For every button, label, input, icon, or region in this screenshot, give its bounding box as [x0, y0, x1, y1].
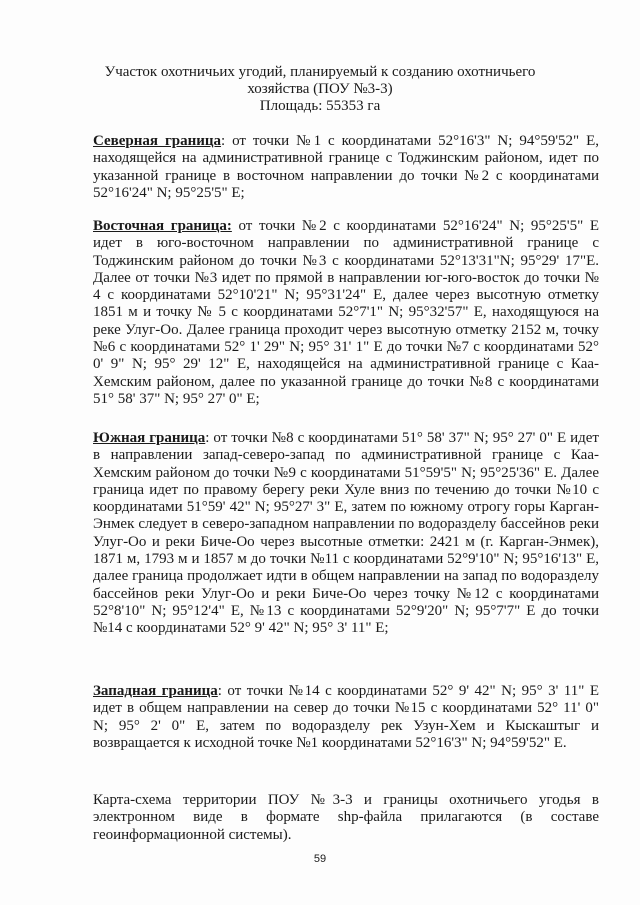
west-boundary-text: : от точки №14 с координатами 52° 9' 42" N; 95° 3' 11" E идет в общем направлении на север до точки №15 с координатами 52° 11' 0" N; 95° 2' 0" E, затем по водоразделу рек Узун-Хем и Кыскаштыг и возвращается к исходной точке №1 координатами 52°16'3" N; 94°59'52" E. [93, 683, 600, 751]
east-boundary-heading: Восточная граница: [93, 218, 232, 234]
title-line-2: хозяйства (ПОУ №3-3) [247, 81, 393, 97]
area-line: Площадь: 55353 га [259, 98, 381, 114]
title-line-1: Участок охотничьих угодий, планируемый к созданию охотничьего [104, 64, 536, 80]
west-boundary-heading: Западная граница [93, 683, 218, 699]
north-boundary-heading: Северная граница [93, 133, 222, 149]
west-boundary-section [93, 683, 599, 752]
east-boundary-text: от точки №2 с координатами 52°16'24" N; 95°25'5" E идет в юго-восточном направлении по административной границе с Тоджинским районом до точки №3 с координатами 52°13'31"N; 95°29' 17"E. Далее от точки №3 идет по прямой в направлении юг-юго-восток до точки № 4 с координатами 52°10'21" N; 95°31'24" E, далее через высотную отметку 1851 м и точку № 5 с координатами 52°7'1" N; 95°32'57" E, находящуюся на реке Улуг-Оо. Далее граница проходит через высотную отметку 2152 м, точку №6 с координатами 52° 1' 29" N; 95° 31' 1" E до точки №7 с координатами 52° 0' 9" N; 95° 29' 12" E, находящейся на административной границе с Каа-Хемским районом, далее по указанной границе до точки №8 с координатами 51° 58' 37" N; 95° 27' 0" E; [93, 218, 599, 407]
north-boundary-section [93, 133, 599, 202]
page-number: 59 [313, 853, 327, 865]
south-boundary-text: : от точки №8 с координатами 51° 58' 37" N; 95° 27' 0" E идет в направлении запад-северо-запад по административной границе с Каа-Хемским районом до точки №9 с координатами 51°59'5" N; 95°25'36" E. Далее граница идет по правому берегу реки Хуле вниз по течению до точки №10 с координатами 51°59' 42" N; 95°27' 3" E, затем по южному отрогу горы Карган-Энмек следует в северо-западном направлении по водоразделу бассейнов реки Улуг-Оо и реки Биче-Оо через высотные отметки: 2421 м (г. Карган-Энмек), 1871 м, 1793 м и 1857 м до точки №11 с координатами 52°9'10" N; 95°16'13" E, далее граница продолжает идти в общем направлении на запад по водоразделу бассейнов реки Улуг-Оо и реки Биче-Оо через точку №12 с координатами 52°8'10" N; 95°12'4" E, №13 с координатами 52°9'20" N; 95°7'7" E до точки №14 с координатами 52° 9' 42" N; 95° 3' 11" E; [93, 430, 599, 637]
map-note: Карта-схема территории ПОУ №3-3 и границы охотничьего угодья в электронном виде в формате shp-файла прилагаются (в составе геоинформационной системы). [93, 792, 599, 843]
east-boundary-section [93, 218, 599, 408]
north-boundary-text: : от точки №1 с координатами 52°16'3" N; 94°59'52" E, находящейся на административной границе с Тоджинским районом, идет по указанной границе в восточном направлении до точки №2 с координатами 52°16'24" N; 95°25'5" E; [93, 133, 599, 201]
south-boundary-heading: Южная граница [93, 430, 206, 446]
document-title [90, 64, 550, 115]
south-boundary-section [93, 430, 599, 638]
